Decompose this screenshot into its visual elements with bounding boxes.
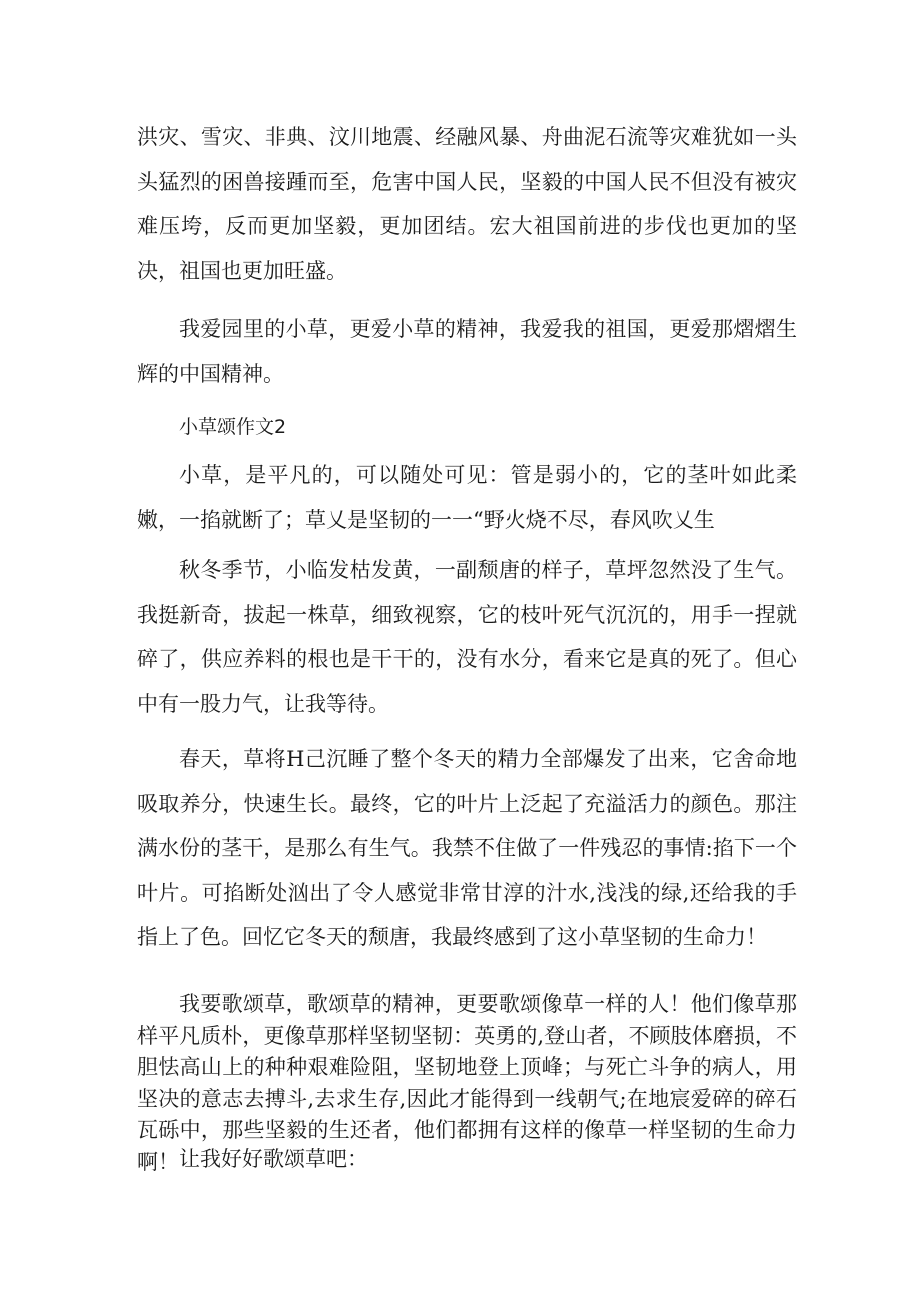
paragraph-disasters: 洪灾、雪灾、非典、汶川地震、经融风暴、舟曲泥石流等灾难犹如一头头猛烈的困兽接踵而至，危害中国人民，坚毅的中国人民不但没有被灾难压垮，反而更加坚毅，更加团结。宏大祖国前进的步伐也更加的坚决，祖国也更加旺盛。 [137,125,797,283]
paragraph-autumn-winter: 秋冬季节，小临发枯发黄，一副颓唐的样子，草坪忽然没了生气。我挺新奇，拔起一株草，细致视察，它的枝叶死气沉沉的，用手一捏就碎了，供应养料的根也是干干的，没有水分，看来它是真的死了。但心中有一股力气，让我等待。 [137,558,797,716]
paragraph-love-grass: 我爱园里的小草，更爱小草的精神，我爱我的祖国，更爱那熠熠生辉的中国精神。 [137,317,797,386]
paragraph-closing: 让我好好歌颂草吧： [179,1147,368,1171]
paragraph-praise-grass: 我要歌颂草，歌颂草的精神，更要歌颂像草一样的人！他们像草那样平凡质朴，更像草那样坚韧坚韧：英勇的,登山者，不顾肢体磨损，不胆怯高山上的种种艰难险阻，坚韧地登上顶峰；与死亡斗争的病人，用坚决的意志去搏斗,去求生存,因此才能得到一线朝气;在地宸爱碎的碎石瓦砾中，那些坚毅的生还者，他们都拥有这样的像草一样坚韧的生命力啊！ [137,992,797,1174]
paragraph-grass-ordinary: 小草，是平凡的，可以随处可见：管是弱小的，它的茎叶如此柔嫩，一掐就断了；草乂是坚韧的一一“野火烧不尽，春风吹乂生 [137,463,797,532]
section-heading: 小草颂作文2 [179,416,287,438]
paragraph-spring: 春天，草将H己沉睡了整个冬天的精力全部爆发了出来，它舍命地吸取养分，快速生长。最终，它的叶片上泛起了充溢活力的颜色。那注满水份的茎干，是那么有生气。我禁不住做了一件残忍的事情:掐下一个叶片。可掐断处汹出了令人感觉非常甘淳的汁水,浅浅的绿,还给我的手指上了色。回忆它冬天的颓唐，我最终感到了这小草坚韧的生命力！ [137,747,797,949]
